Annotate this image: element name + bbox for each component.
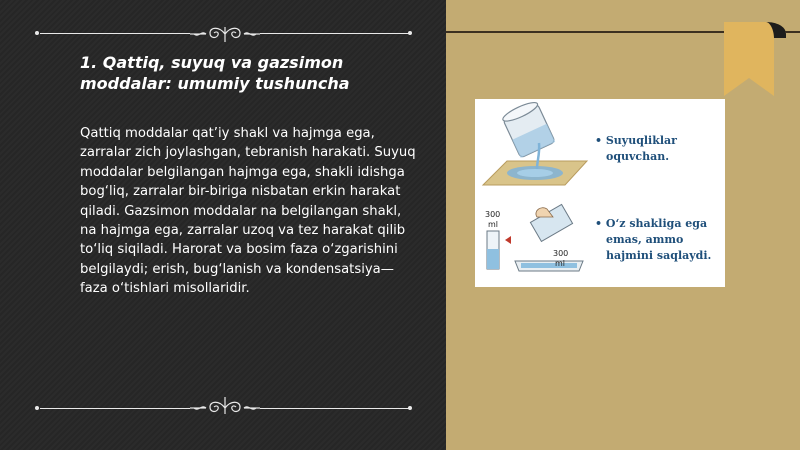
tray-unit: ml — [555, 259, 566, 268]
caption-bottom-line3: hajmini saqlaydi. — [606, 249, 712, 262]
top-divider-dot-left — [35, 31, 39, 35]
bottom-divider-dot-right — [408, 406, 412, 410]
cylinder-value: 300 — [485, 210, 501, 219]
top-flourish-ornament-icon — [188, 24, 262, 44]
bottom-divider-left — [40, 408, 190, 409]
liquid-properties-figure — [475, 99, 725, 287]
caption-top-line1: • Suyuqliklar — [595, 134, 677, 147]
bottom-flourish-ornament-icon — [188, 394, 262, 416]
slide-body-text: Qattiq moddalar qat’iy shakl va hajmga ega, zarralar zich joylashgan, tebranish harakati. Suyuq moddalar belgilangan hajmga ega, shakli idishga bog‘liq, zarralar bir-biriga nisbatan erkin harakat qiladi. Gazsimon moddalar na belgilangan shakl, na hajmga ega, zarralar uzoq va tez harakat qilib to‘liq siqiladi. Harorat va bosim faza o‘zgarishini belgilaydi; erish, bug‘lanish va kondensatsiya—faza o‘tishlari misollaridir. — [80, 126, 416, 297]
tray-value: 300 — [553, 249, 569, 258]
top-divider-right — [260, 33, 410, 34]
bookmark-ribbon-icon — [718, 20, 792, 100]
caption-bottom-line1: • O‘z shakliga ega — [595, 217, 708, 230]
liquid-illustration — [475, 99, 725, 287]
caption-top-line2: oquvchan. — [606, 150, 670, 163]
top-divider-left — [40, 33, 190, 34]
slide-title: 1. Qattiq, suyuq va gazsimon moddalar: umumiy tushuncha — [80, 53, 350, 93]
bottom-divider-right — [260, 408, 410, 409]
caption-bottom-line2: emas, ammo — [606, 233, 684, 246]
level-marker-icon — [505, 236, 511, 244]
top-divider-dot-right — [408, 31, 412, 35]
cylinder-unit: ml — [488, 220, 499, 229]
bottom-divider-dot-left — [35, 406, 39, 410]
